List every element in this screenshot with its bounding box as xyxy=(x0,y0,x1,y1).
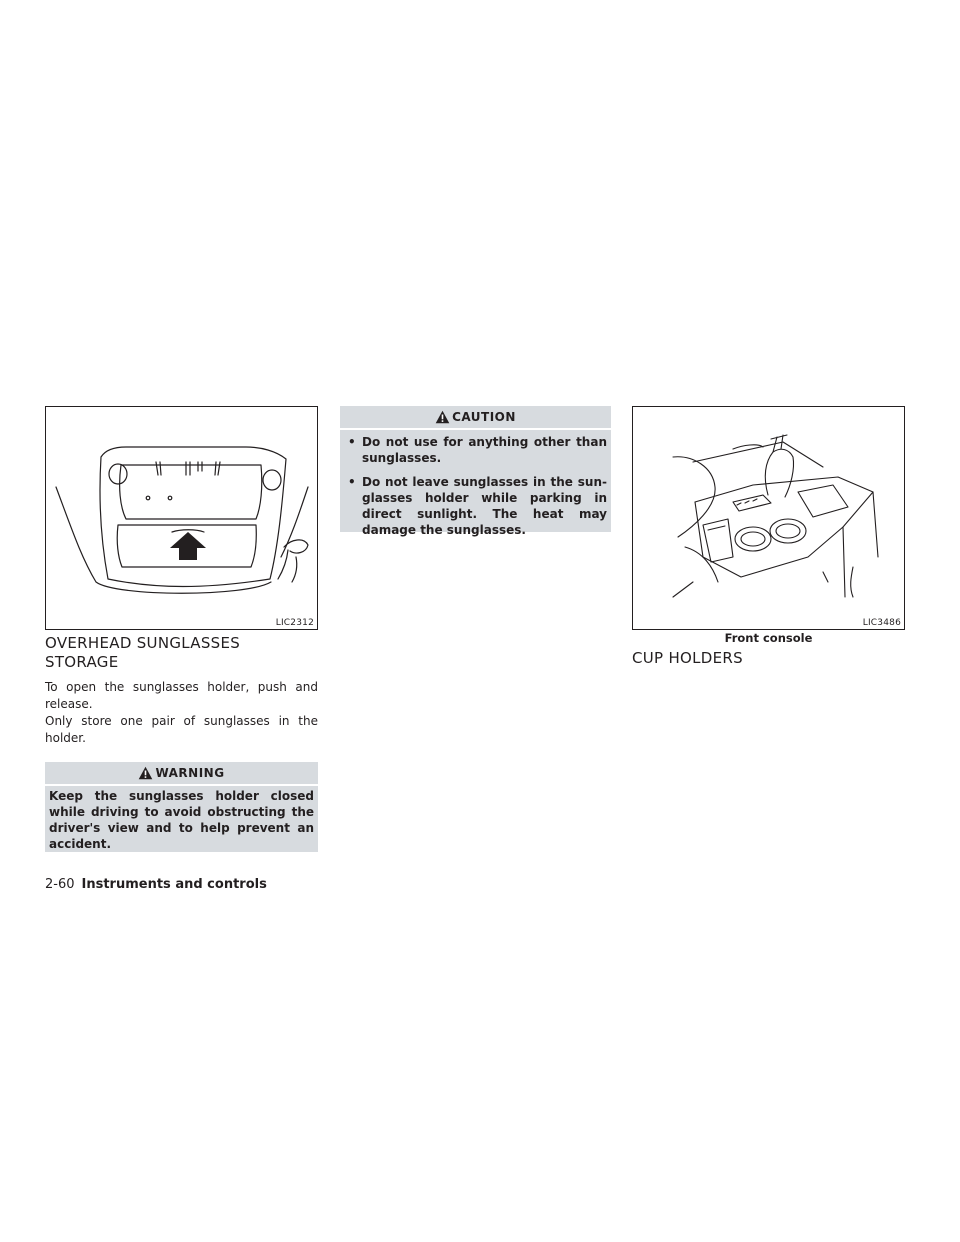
figure-code: LIC2312 xyxy=(275,618,314,628)
caution-body xyxy=(340,430,611,537)
page-number: 2-60 xyxy=(45,877,75,892)
front-console-figure xyxy=(632,406,905,630)
warning-triangle-icon xyxy=(138,766,153,780)
sunglasses-holder-figure xyxy=(45,406,318,630)
caution-item: • Do not use for anything other than sunglasses. xyxy=(342,434,607,466)
section-title: Instruments and controls xyxy=(81,877,267,892)
figure-code: LIC3486 xyxy=(862,618,901,628)
page-footer xyxy=(45,877,267,892)
cup-holders-heading: CUP HOLDERS xyxy=(632,649,743,667)
warning-text: Keep the sunglasses holder closed while driving to avoid obstructing the driver's view and to help prevent an accident. xyxy=(49,789,314,851)
sunglasses-holder-illustration xyxy=(46,407,317,629)
overhead-heading xyxy=(45,634,318,672)
overhead-heading-line1: OVERHEAD SUNGLASSES xyxy=(45,634,241,652)
warning-title: WARNING xyxy=(155,766,225,780)
push-arrow-icon xyxy=(170,532,206,560)
front-console-illustration xyxy=(633,407,904,629)
overhead-paragraph-1: To open the sunglasses holder, push and release. xyxy=(45,680,318,711)
warning-body xyxy=(45,786,318,852)
warning-header xyxy=(45,762,318,784)
caution-item: • Do not leave sunglasses in the sun-glasses holder while parking in direct sunlight. The heat may damage the sunglasses. xyxy=(342,474,607,538)
caution-title: CAUTION xyxy=(452,410,516,424)
warning-triangle-icon xyxy=(435,410,450,424)
overhead-paragraph-2: Only store one pair of sunglasses in the holder. xyxy=(45,714,318,745)
front-console-caption: Front console xyxy=(724,631,813,645)
caution-header xyxy=(340,406,611,428)
overhead-heading-line2: STORAGE xyxy=(45,653,119,671)
